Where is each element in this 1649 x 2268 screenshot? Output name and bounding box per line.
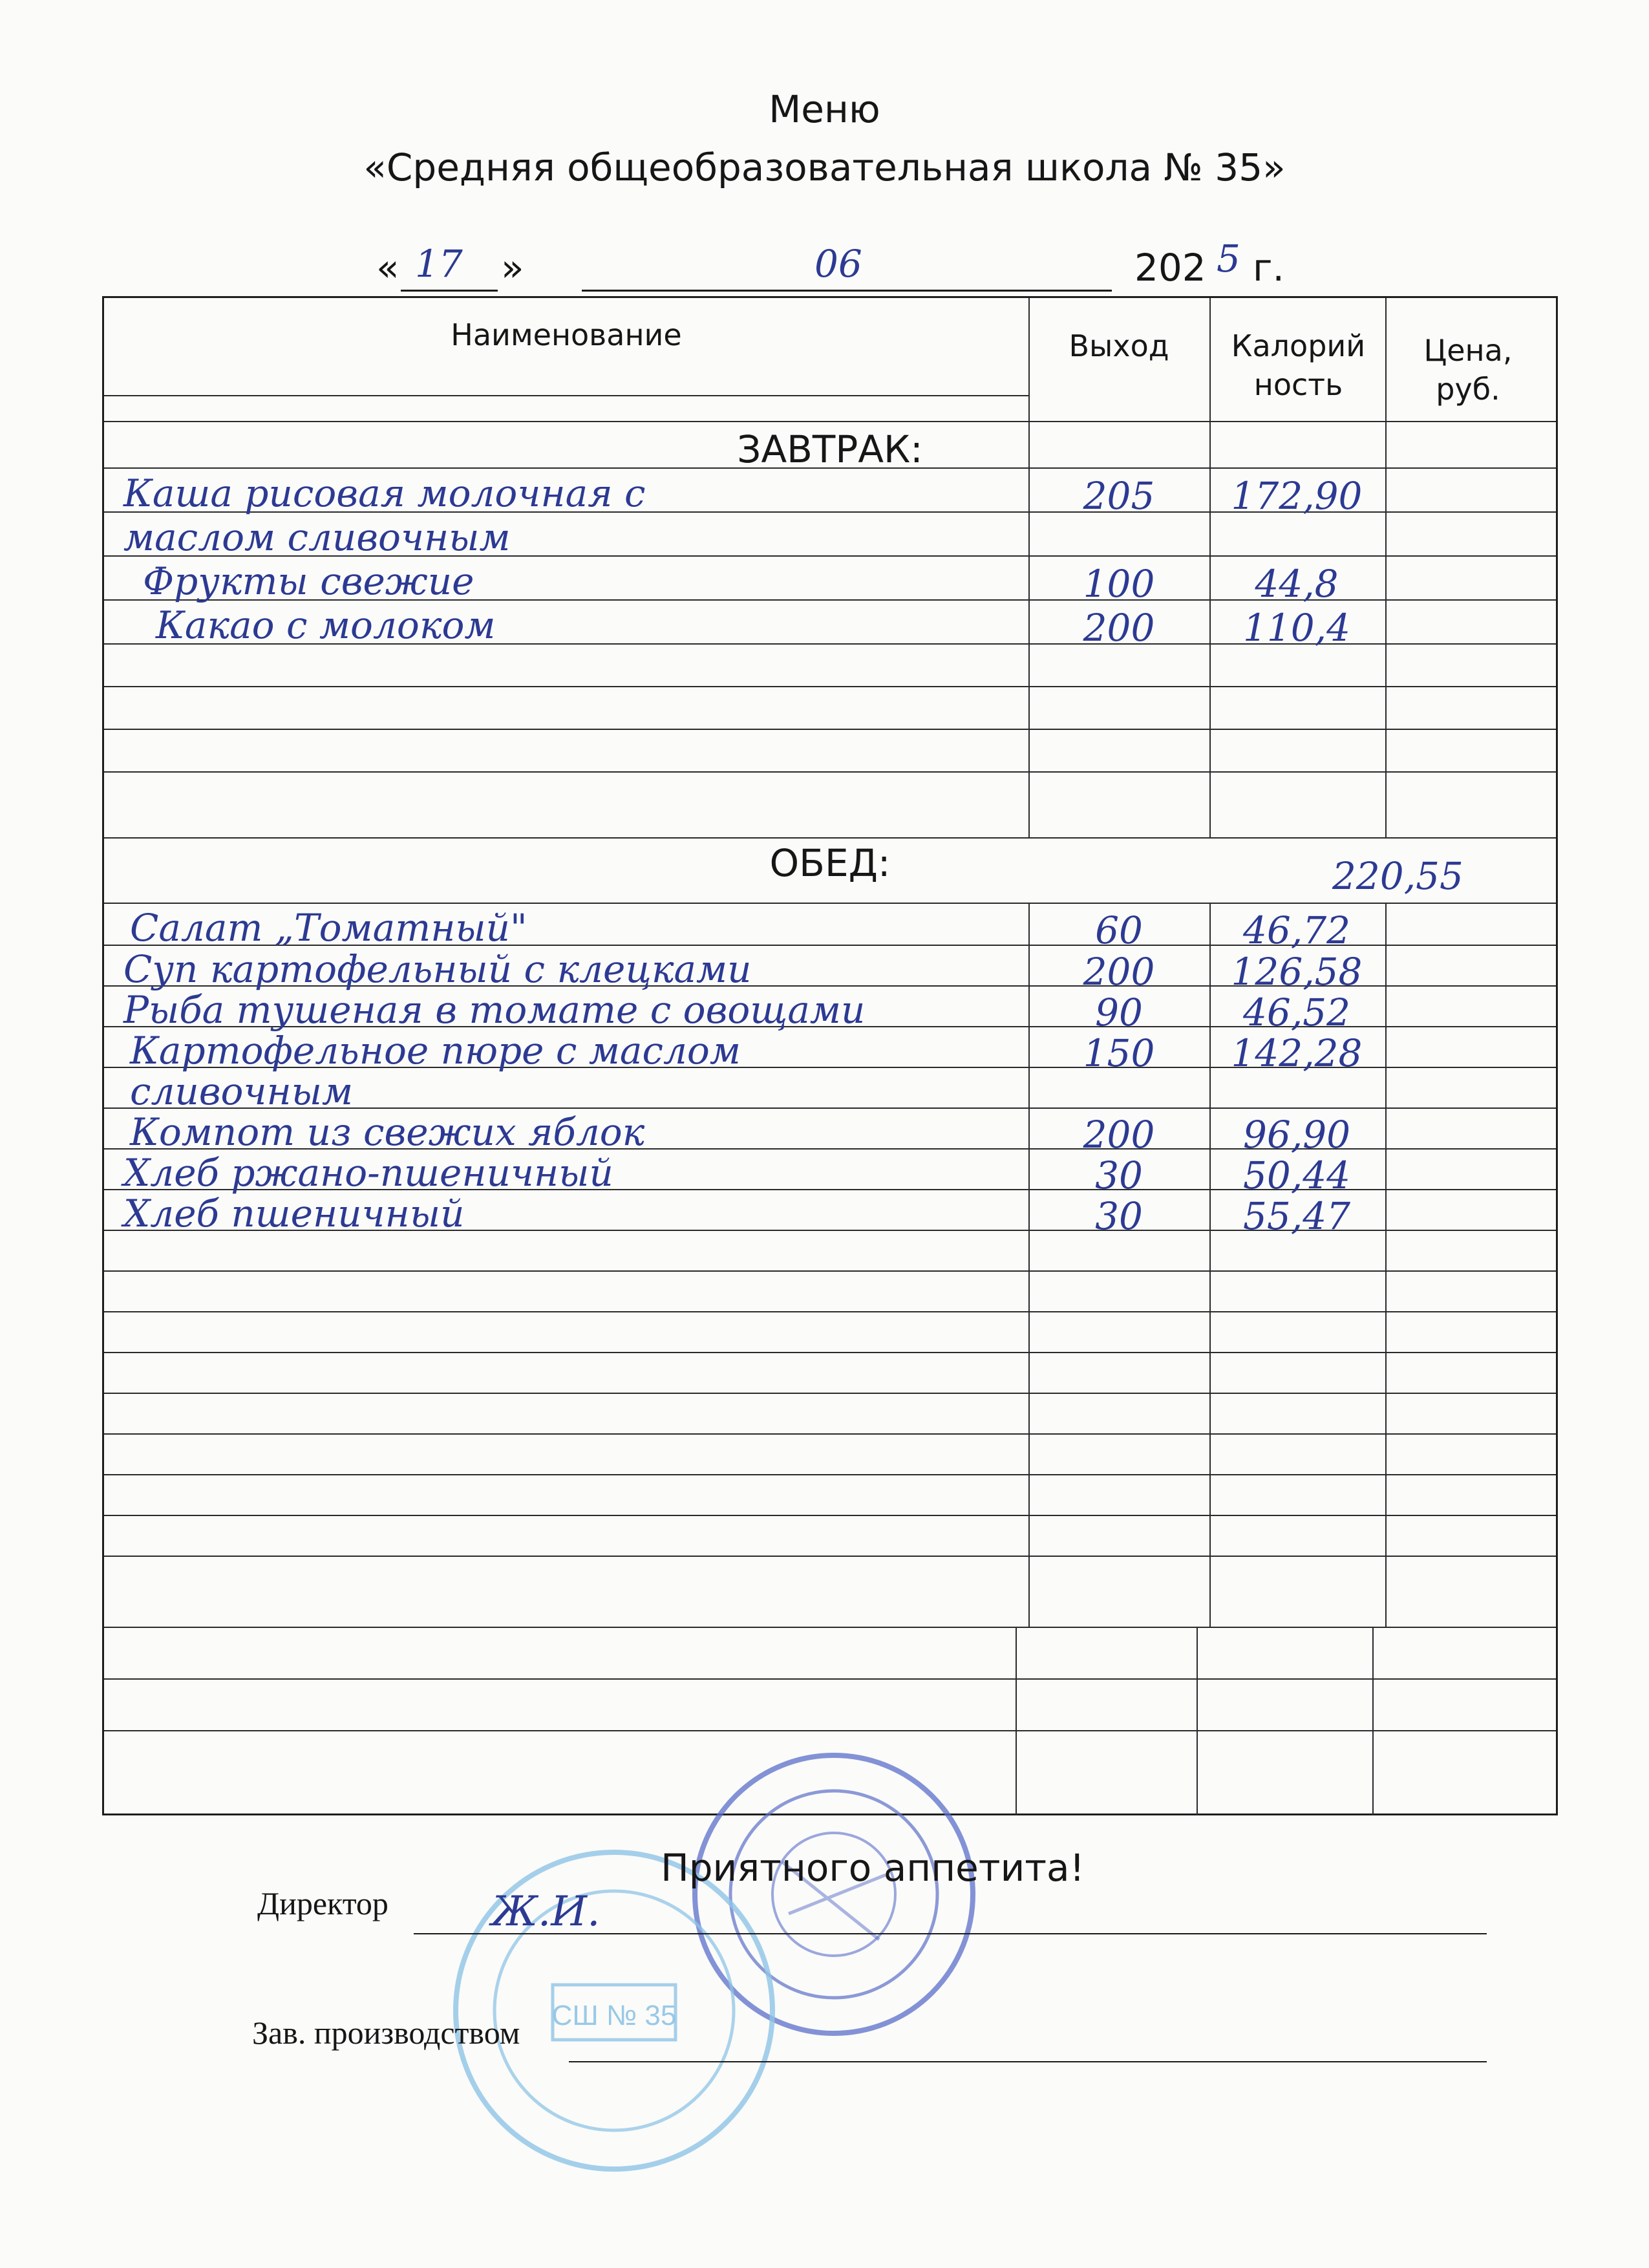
col-line-output-2 bbox=[1028, 903, 1030, 1627]
breakfast-output-3: 100 bbox=[1083, 562, 1155, 606]
lunch-item-4: Картофельное пюре с маслом bbox=[130, 1029, 741, 1073]
production-label: Зав. производством bbox=[252, 2015, 520, 2051]
breakfast-output-4: 200 bbox=[1083, 606, 1155, 650]
lunch-output-4: 150 bbox=[1083, 1031, 1155, 1075]
svg-text:СШ № 35: СШ № 35 bbox=[551, 2000, 677, 2031]
row-line bbox=[104, 1393, 1556, 1394]
row-line bbox=[104, 686, 1556, 687]
lunch-cal-4: 142,28 bbox=[1231, 1031, 1363, 1075]
breakfast-item-3: Фрукты свежие bbox=[143, 559, 474, 603]
year-digit: 5 bbox=[1217, 237, 1240, 281]
lunch-cal-6: 96,90 bbox=[1242, 1113, 1351, 1157]
lunch-item-5: сливочным bbox=[130, 1069, 354, 1113]
lunch-item-7: Хлеб ржано-пшеничный bbox=[123, 1151, 613, 1195]
col-line-price-3 bbox=[1372, 1627, 1374, 1815]
lunch-output-3: 90 bbox=[1095, 990, 1143, 1034]
col-line-calories bbox=[1209, 298, 1211, 837]
lunch-output-1: 60 bbox=[1095, 908, 1143, 952]
lunch-item-1: Салат „Томатный" bbox=[130, 906, 527, 950]
col-head-price: Цена, руб. bbox=[1423, 333, 1513, 407]
row-line bbox=[104, 1678, 1556, 1680]
date-row bbox=[362, 237, 1312, 304]
director-signature: Ж.И. bbox=[491, 1888, 601, 1936]
date-month: 06 bbox=[814, 242, 862, 286]
col-line-calories-3 bbox=[1197, 1627, 1198, 1815]
breakfast-item-4: Какао с молоком bbox=[156, 603, 496, 647]
breakfast-cal-1: 172,90 bbox=[1231, 474, 1363, 518]
breakfast-title: ЗАВТРАК: bbox=[737, 427, 923, 471]
breakfast-item-2: маслом сливочным bbox=[123, 515, 511, 559]
row-line bbox=[104, 1474, 1556, 1475]
row-line bbox=[104, 1433, 1556, 1435]
col-head-calories: Калорий ность bbox=[1231, 328, 1366, 402]
lunch-title: ОБЕД: bbox=[769, 841, 891, 885]
lunch-item-8: Хлеб пшеничный bbox=[123, 1192, 465, 1236]
row-line bbox=[104, 837, 1556, 839]
month-underline bbox=[582, 290, 1112, 292]
lunch-output-8: 30 bbox=[1095, 1194, 1143, 1238]
lunch-cal-8: 55,47 bbox=[1242, 1194, 1351, 1238]
production-line bbox=[569, 2061, 1487, 2062]
menu-table bbox=[102, 296, 1558, 1815]
row-line bbox=[104, 1730, 1556, 1731]
year-prefix: 202 bbox=[1134, 246, 1206, 290]
lunch-item-6: Компот из свежих яблок bbox=[130, 1110, 645, 1154]
col-head-output: Выход bbox=[1069, 328, 1169, 363]
col-line-output-3 bbox=[1016, 1627, 1017, 1815]
school-name: «Средняя общеобразовательная школа № 35» bbox=[363, 145, 1286, 189]
breakfast-cal-3: 44,8 bbox=[1255, 562, 1339, 606]
menu-title: Меню bbox=[769, 87, 880, 131]
row-line bbox=[104, 1515, 1556, 1516]
day-underline bbox=[401, 290, 498, 292]
lunch-output-6: 200 bbox=[1083, 1113, 1155, 1157]
row-line bbox=[104, 729, 1556, 730]
quote-open: « bbox=[376, 246, 399, 290]
breakfast-cal-4: 110,4 bbox=[1242, 606, 1351, 650]
lunch-output-2: 200 bbox=[1083, 950, 1155, 994]
row-line bbox=[104, 771, 1556, 773]
col-head-name: Наименование bbox=[451, 317, 682, 352]
lunch-total: 220,55 bbox=[1332, 854, 1463, 898]
head-underline bbox=[104, 395, 1028, 396]
col-line-output bbox=[1028, 298, 1030, 837]
col-line-price bbox=[1385, 298, 1387, 837]
col-line-price-2 bbox=[1385, 903, 1387, 1627]
lunch-item-2: Суп картофельный с клецками bbox=[123, 947, 752, 991]
lunch-cal-1: 46,72 bbox=[1242, 908, 1351, 952]
wish-text: Приятного аппетита! bbox=[661, 1846, 1085, 1890]
lunch-item-3: Рыба тушеная в томате с овощами bbox=[123, 988, 866, 1032]
year-suffix: г. bbox=[1253, 246, 1284, 290]
lunch-output-7: 30 bbox=[1095, 1153, 1143, 1197]
row-line bbox=[104, 1270, 1556, 1272]
lunch-cal-2: 126,58 bbox=[1231, 950, 1363, 994]
col-line-calories-2 bbox=[1209, 903, 1211, 1627]
quote-close: » bbox=[501, 246, 524, 290]
lunch-top bbox=[104, 903, 1556, 904]
row-line bbox=[104, 1627, 1556, 1628]
row-line bbox=[104, 1311, 1556, 1312]
lunch-cal-7: 50,44 bbox=[1242, 1153, 1351, 1197]
date-day: 17 bbox=[415, 242, 463, 286]
breakfast-item-1: Каша рисовая молочная с bbox=[123, 471, 646, 515]
director-label: Директор bbox=[257, 1885, 388, 1921]
head-bottom bbox=[104, 421, 1556, 422]
row-line bbox=[104, 1352, 1556, 1353]
breakfast-top bbox=[104, 467, 1556, 469]
lunch-cal-3: 46,52 bbox=[1242, 990, 1351, 1034]
row-line bbox=[104, 1556, 1556, 1557]
breakfast-output-1: 205 bbox=[1083, 474, 1155, 518]
